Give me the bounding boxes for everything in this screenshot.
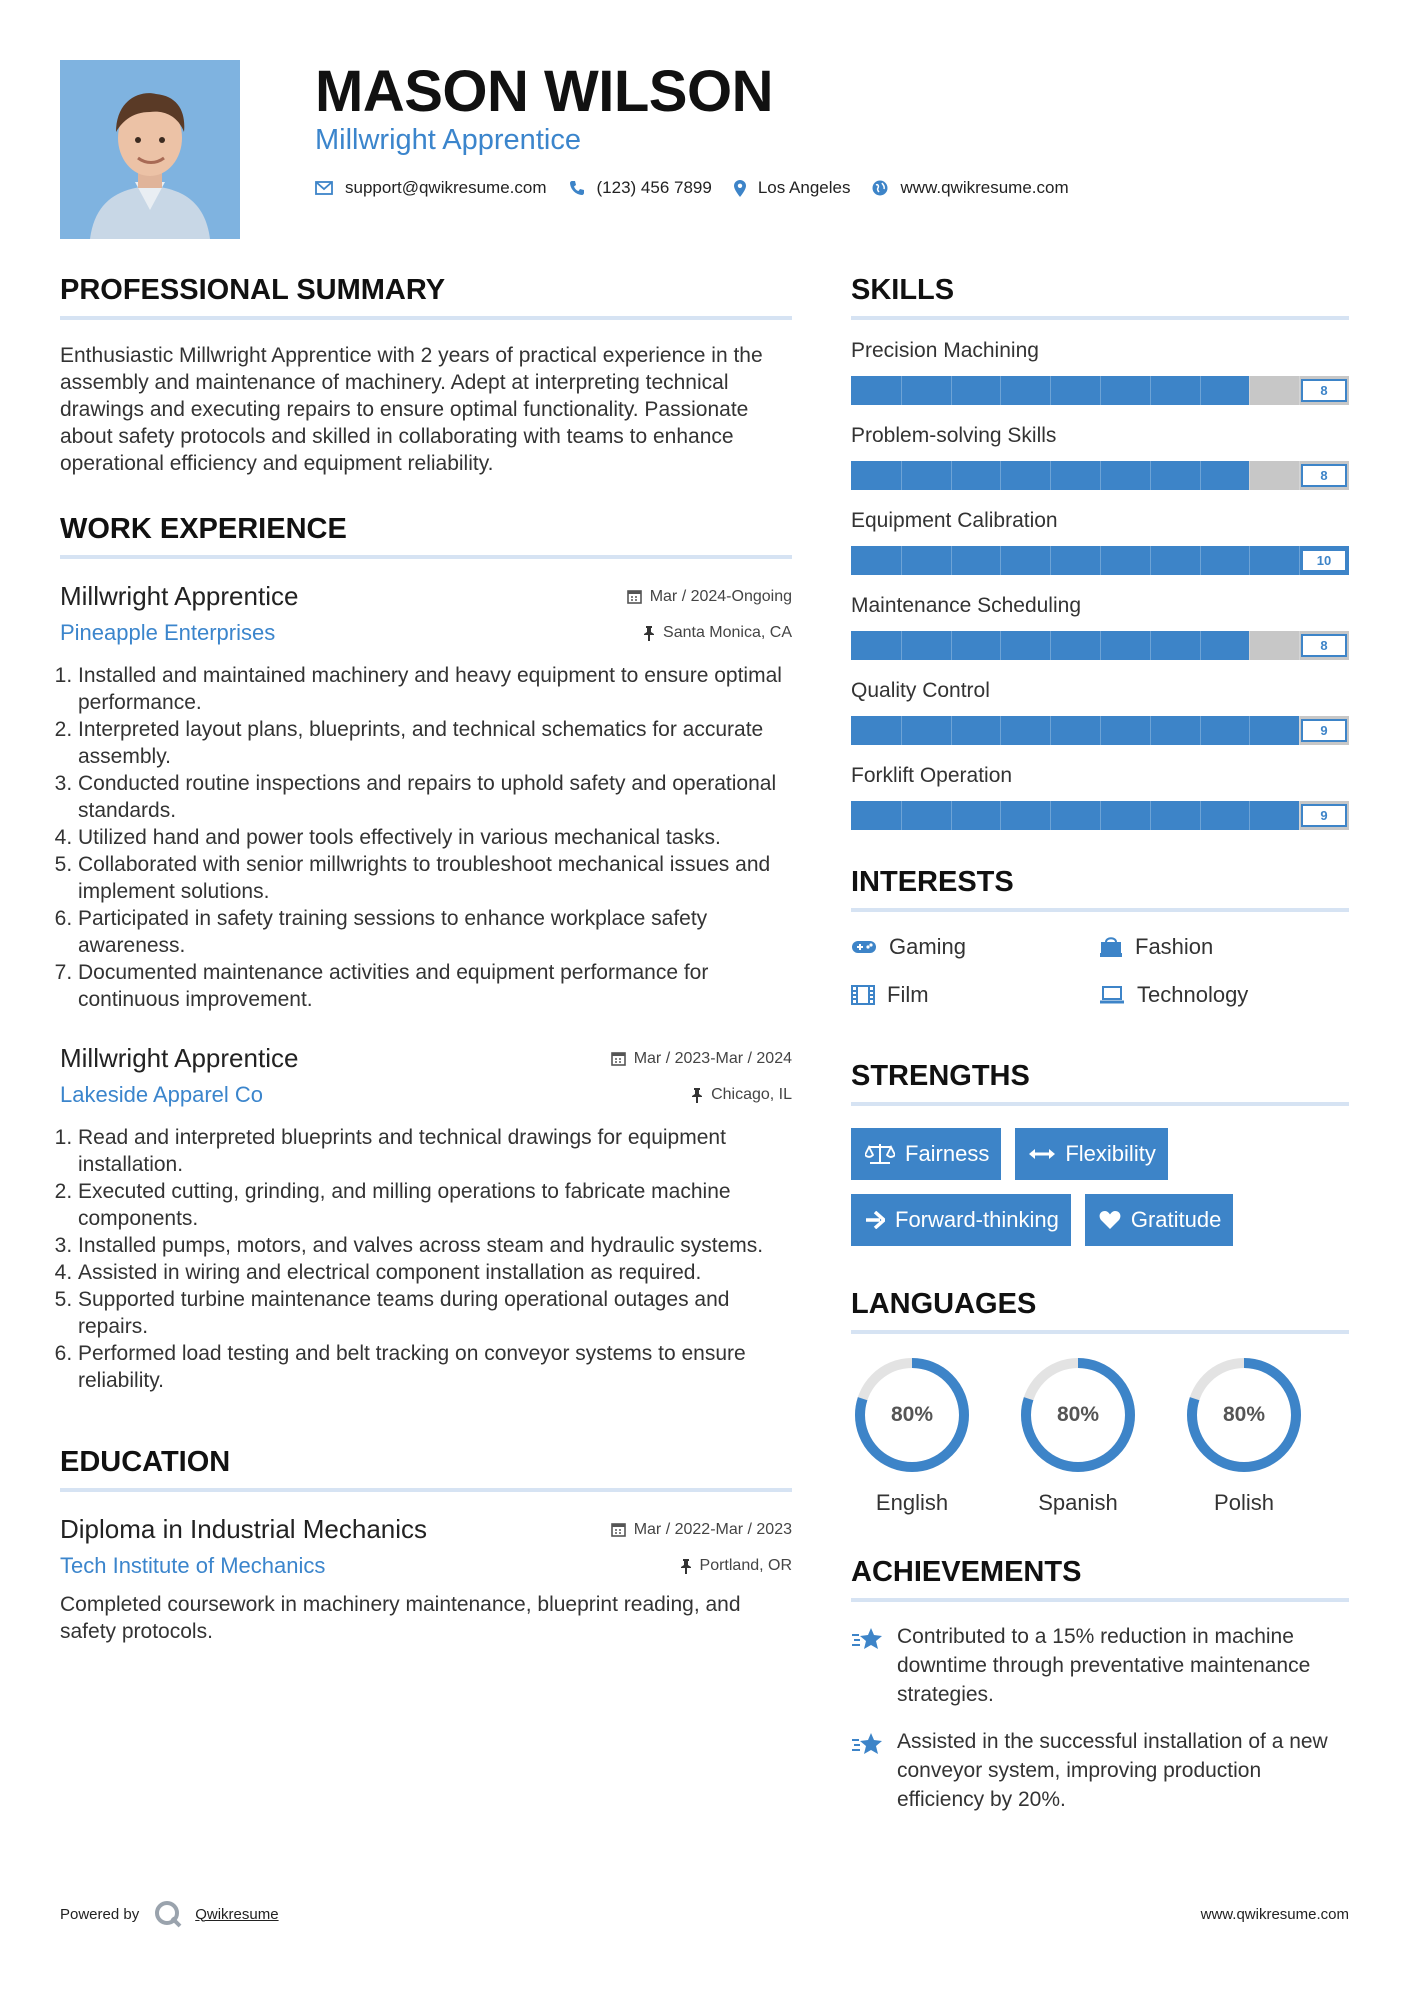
skill-bar-segment <box>1100 461 1101 490</box>
skill-bar-segment <box>1249 546 1250 575</box>
interest-item <box>851 982 1099 1008</box>
pushpin-icon <box>643 626 655 641</box>
skill-bar-segment <box>1249 461 1250 490</box>
skill-bar-segment <box>1050 546 1051 575</box>
skill-bar-segment <box>1200 716 1201 745</box>
skill-bar-segment <box>901 461 902 490</box>
skill-bar-segment <box>1100 801 1101 830</box>
skill-bar-segment <box>1050 631 1051 660</box>
email-text: support@qwikresume.com <box>345 178 547 197</box>
language-item <box>1017 1354 1183 1516</box>
skill-bar-segment <box>1000 631 1001 660</box>
school-name: Tech Institute of Mechanics <box>60 1553 326 1578</box>
job-location-text: Santa Monica, CA <box>663 624 792 641</box>
skill-bar-segment <box>1000 461 1001 490</box>
skill-name: Equipment Calibration <box>851 509 1058 532</box>
list-item: 6. Participated in safety training sessions to enhance workplace safety awareness. <box>78 905 792 959</box>
pushpin-icon <box>680 1559 692 1574</box>
strength-chip <box>851 1128 1001 1180</box>
contact-bar <box>315 178 1091 198</box>
skill-bar-fill <box>851 716 1299 745</box>
job-location <box>691 1086 792 1104</box>
skill-name: Problem-solving Skills <box>851 424 1057 447</box>
skill-bar-segment <box>1200 801 1201 830</box>
skill-item <box>851 339 1349 405</box>
achievement-text: Assisted in the successful installation of a new conveyor system, improving production efficiency by 20%. <box>897 1730 1328 1811</box>
skill-bar-segment <box>1100 376 1101 405</box>
list-item: 2. Executed cutting, grinding, and milling operations to fabricate machine components. <box>78 1178 792 1232</box>
language-name: Spanish <box>1038 1490 1118 1515</box>
skill-bar-segment <box>901 716 902 745</box>
achievement-text: Contributed to a 15% reduction in machine downtime through preventative maintenance strategies. <box>897 1625 1311 1706</box>
footer-website[interactable]: www.qwikresume.com <box>1200 1906 1349 1923</box>
list-item: 4. Assisted in wiring and electrical component installation as required. <box>78 1259 792 1286</box>
skill-name: Forklift Operation <box>851 764 1013 787</box>
skills-heading: SKILLS <box>851 274 1349 320</box>
skill-bar <box>851 801 1349 830</box>
interests-list <box>851 934 1349 1008</box>
skill-bar-segment <box>1200 631 1201 660</box>
education-description: Completed coursework in machinery maintenance, blueprint reading, and safety protocols. <box>60 1593 741 1643</box>
skill-bar-segment <box>1100 631 1101 660</box>
skill-level-badge: 8 <box>1301 464 1347 487</box>
list-item: 7. Documented maintenance activities and equipment performance for continuous improvement. <box>78 959 792 1013</box>
skill-item <box>851 424 1349 490</box>
shooting-star-icon <box>851 1731 883 1757</box>
skill-bar <box>851 546 1349 575</box>
skill-item <box>851 764 1349 830</box>
heart-icon <box>1099 1210 1121 1230</box>
qwikresume-logo-icon <box>153 1899 183 1929</box>
job-duties <box>60 1124 792 1394</box>
map-marker-icon <box>734 180 746 197</box>
skill-bar <box>851 461 1349 490</box>
skill-level-badge: 10 <box>1301 549 1347 572</box>
right-column <box>851 274 1349 1814</box>
language-percent: 80% <box>890 1403 934 1426</box>
film-icon <box>851 985 875 1005</box>
skill-bar-segment <box>1050 716 1051 745</box>
skill-bar-segment <box>951 546 952 575</box>
skill-bar-fill <box>851 801 1299 830</box>
phone-icon <box>569 180 585 196</box>
skill-bar <box>851 631 1349 660</box>
education-location <box>680 1557 792 1575</box>
skill-level-badge: 9 <box>1301 719 1347 742</box>
strengths-list <box>851 1128 1349 1246</box>
skill-bar-segment <box>1200 546 1201 575</box>
skill-bar-segment <box>1200 461 1201 490</box>
shopping-bag-icon <box>1099 936 1123 958</box>
strength-label: Fairness <box>905 1141 990 1166</box>
list-item: 1. Installed and maintained machinery and heavy equipment to ensure optimal performance. <box>78 662 792 716</box>
job-entry <box>60 1043 792 1394</box>
skill-bar-segment <box>1200 376 1201 405</box>
job-entry <box>60 581 792 1013</box>
interest-label: Fashion <box>1135 934 1214 959</box>
skill-item <box>851 679 1349 745</box>
skill-bar-segment <box>1150 376 1151 405</box>
strength-label: Gratitude <box>1130 1207 1222 1232</box>
job-date <box>611 1050 792 1068</box>
envelope-icon <box>315 181 333 195</box>
skill-bar-segment <box>1150 716 1151 745</box>
candidate-title: Millwright Apprentice <box>315 124 581 156</box>
summary-text: Enthusiastic Millwright Apprentice with 2 years of practical experience in the assembly and maintenance of machinery. Adept at interpreting technical drawings and executing repairs to ensure optimal functionality. Passionate about safety protocols and skilled in collaborating with teams to enhance operational efficiency and equipment reliability. <box>60 344 763 475</box>
job-duties <box>60 662 792 1013</box>
strength-chip <box>1015 1128 1167 1180</box>
skill-bar <box>851 716 1349 745</box>
contact-phone[interactable] <box>569 178 712 198</box>
job-date-text: Mar / 2024-Ongoing <box>649 587 792 605</box>
interest-label: Film <box>887 982 929 1007</box>
pushpin-icon <box>691 1088 703 1103</box>
achievements-list <box>851 1622 1349 1814</box>
arrows-horizontal-icon <box>1029 1147 1055 1161</box>
education-date-text: Mar / 2022-Mar / 2023 <box>633 1520 792 1538</box>
phone-text: (123) 456 7899 <box>596 178 712 197</box>
education-date <box>611 1521 792 1539</box>
skill-bar-segment <box>1150 546 1151 575</box>
skill-bar-segment <box>951 461 952 490</box>
interest-item <box>1099 934 1349 960</box>
skill-level-badge: 8 <box>1301 634 1347 657</box>
strength-chip <box>851 1194 1071 1246</box>
laptop-icon <box>1099 986 1125 1004</box>
skill-bar-segment <box>1249 631 1250 660</box>
skill-bar-segment <box>1249 716 1250 745</box>
skill-bar-segment <box>951 376 952 405</box>
skill-bar-segment <box>1100 716 1101 745</box>
job-role: Millwright Apprentice <box>60 581 299 611</box>
degree-name: Diploma in Industrial Mechanics <box>60 1514 428 1544</box>
balance-scale-icon <box>865 1143 895 1165</box>
profile-photo <box>60 60 240 239</box>
strength-label: Flexibility <box>1065 1141 1156 1166</box>
strength-chip <box>1085 1194 1234 1246</box>
skill-item <box>851 594 1349 660</box>
achievement-item <box>851 1727 1349 1814</box>
languages-heading: LANGUAGES <box>851 1288 1349 1334</box>
skill-bar <box>851 376 1349 405</box>
list-item: 3. Conducted routine inspections and repairs to uphold safety and operational standards. <box>78 770 792 824</box>
skill-bar-segment <box>901 376 902 405</box>
interest-label: Technology <box>1137 982 1249 1007</box>
strengths-heading: STRENGTHS <box>851 1060 1349 1106</box>
skill-bar-segment <box>1249 376 1250 405</box>
skill-bar-segment <box>1150 801 1151 830</box>
language-percent: 80% <box>1056 1403 1100 1426</box>
skill-bar-segment <box>1050 376 1051 405</box>
job-location <box>643 624 792 642</box>
language-item <box>1183 1354 1349 1516</box>
language-name: Polish <box>1214 1490 1274 1515</box>
skill-bar-segment <box>1100 546 1101 575</box>
left-column <box>60 274 792 1645</box>
gamepad-icon <box>851 939 877 955</box>
skill-bar-segment <box>1050 461 1051 490</box>
skill-name: Quality Control <box>851 679 990 702</box>
skill-bar-segment <box>1000 801 1001 830</box>
skills-list <box>851 339 1349 830</box>
education-entry <box>60 1514 792 1645</box>
skill-bar-segment <box>1000 716 1001 745</box>
qwikresume-link[interactable]: Qwikresume <box>195 1905 279 1923</box>
achievements-heading: ACHIEVEMENTS <box>851 1556 1349 1602</box>
summary-heading: PROFESSIONAL SUMMARY <box>60 274 792 320</box>
interest-item <box>851 934 1099 960</box>
job-company: Lakeside Apparel Co <box>60 1082 264 1107</box>
skill-bar-segment <box>951 631 952 660</box>
contact-website[interactable] <box>872 178 1068 198</box>
skill-bar-segment <box>901 631 902 660</box>
skill-bar-segment <box>1000 546 1001 575</box>
skill-level-badge: 9 <box>1301 804 1347 827</box>
list-item: 2. Interpreted layout plans, blueprints, and technical schematics for accurate assembly. <box>78 716 792 770</box>
job-company: Pineapple Enterprises <box>60 620 276 645</box>
education-heading: EDUCATION <box>60 1446 792 1492</box>
calendar-icon <box>611 1522 626 1537</box>
list-item: 5. Collaborated with senior millwrights to troubleshoot mechanical issues and implement solutions. <box>78 851 792 905</box>
skill-bar-segment <box>901 546 902 575</box>
education-location-text: Portland, OR <box>699 1557 792 1574</box>
powered-by-text: Powered by <box>60 1905 140 1923</box>
list-item: 5. Supported turbine maintenance teams during operational outages and repairs. <box>78 1286 792 1340</box>
job-location-text: Chicago, IL <box>711 1086 792 1103</box>
footer-powered-by <box>60 1899 279 1929</box>
skill-bar-segment <box>1050 801 1051 830</box>
contact-location <box>734 178 851 198</box>
skill-bar-segment <box>901 801 902 830</box>
achievement-item <box>851 1622 1349 1709</box>
list-item: 3. Installed pumps, motors, and valves across steam and hydraulic systems. <box>78 1232 792 1259</box>
list-item: 4. Utilized hand and power tools effectively in various mechanical tasks. <box>78 824 792 851</box>
job-date-text: Mar / 2023-Mar / 2024 <box>633 1049 792 1067</box>
strength-label: Forward-thinking <box>895 1207 1059 1232</box>
skill-bar-segment <box>951 801 952 830</box>
skill-name: Precision Machining <box>851 339 1039 362</box>
globe-icon <box>872 180 888 196</box>
language-percent: 80% <box>1222 1403 1266 1426</box>
skill-name: Maintenance Scheduling <box>851 594 1081 617</box>
language-name: English <box>875 1490 949 1515</box>
skill-bar-segment <box>951 716 952 745</box>
website-text: www.qwikresume.com <box>900 178 1069 197</box>
interest-item <box>1099 982 1349 1008</box>
skill-bar-segment <box>1000 376 1001 405</box>
skill-bar-segment <box>1249 801 1250 830</box>
candidate-name: MASON WILSON <box>315 59 773 124</box>
job-date <box>627 588 792 606</box>
language-item <box>851 1354 1017 1516</box>
interest-label: Gaming <box>889 934 967 959</box>
calendar-icon <box>611 1051 626 1066</box>
list-item: 6. Performed load testing and belt tracking on conveyor systems to ensure reliability. <box>78 1340 792 1394</box>
skill-bar-segment <box>1150 631 1151 660</box>
shooting-star-icon <box>851 1626 883 1652</box>
experience-heading: WORK EXPERIENCE <box>60 513 792 559</box>
skill-level-badge: 8 <box>1301 379 1347 402</box>
job-role: Millwright Apprentice <box>60 1043 299 1073</box>
location-text: Los Angeles <box>757 178 851 197</box>
list-item: 1. Read and interpreted blueprints and technical drawings for equipment installation. <box>78 1124 792 1178</box>
arrow-right-icon <box>865 1211 885 1229</box>
interests-heading: INTERESTS <box>851 866 1349 912</box>
contact-email[interactable] <box>315 178 547 198</box>
skill-item <box>851 509 1349 575</box>
languages-list <box>851 1354 1349 1516</box>
skill-bar-segment <box>1150 461 1151 490</box>
calendar-icon <box>627 589 642 604</box>
